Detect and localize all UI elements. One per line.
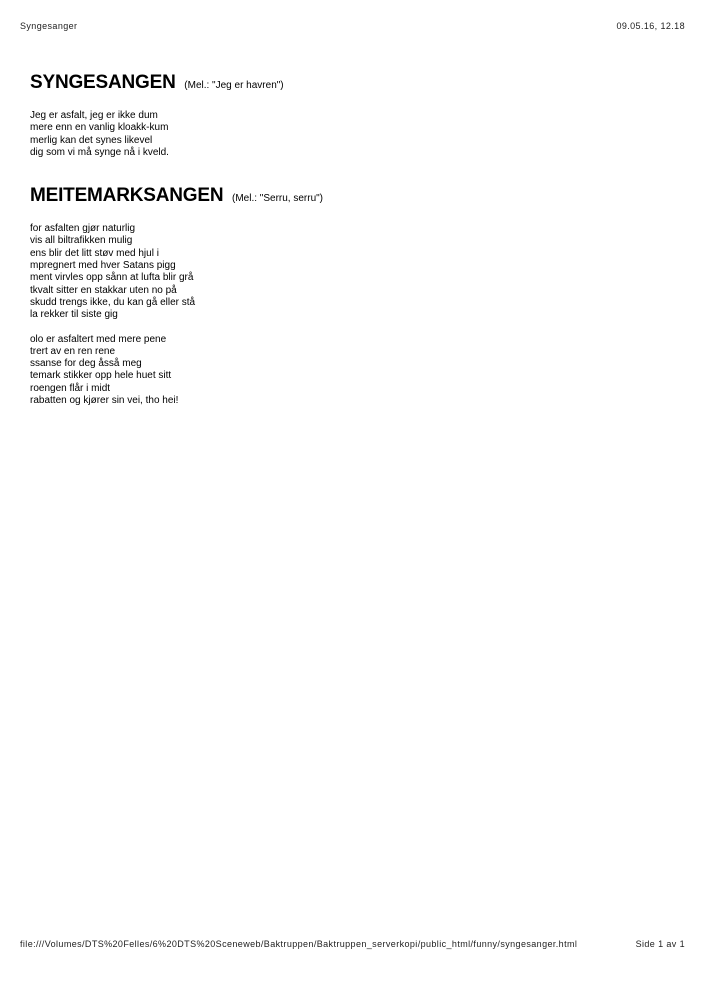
melody-note: (Mel.: "Jeg er havren") <box>184 80 284 91</box>
song-title: MEITEMARKSANGEN <box>30 185 224 207</box>
lyric-line: vis all biltrafikken mulig <box>30 235 133 247</box>
lyric-line: dig som vi må synge nå i kveld. <box>30 146 169 158</box>
song-syngesangen <box>30 70 670 159</box>
lyric-line: merlig kan det synes likevel <box>30 134 153 146</box>
lyric-line: ens blir det litt støv med hjul i <box>30 247 159 259</box>
lyric-line: mpregnert med hver Satans pigg <box>30 260 176 272</box>
page-content <box>30 70 670 407</box>
lyric-line: la rekker til siste gig <box>30 309 118 321</box>
song-meitemarksangen <box>30 183 670 407</box>
stanza <box>30 223 670 321</box>
lyric-line: ssanse for deg åsså meg <box>30 358 142 370</box>
print-datetime: 09.05.16, 12.18 <box>616 21 685 31</box>
file-path: file:///Volumes/DTS%20Felles/6%20DTS%20Sceneweb/Baktruppen/Baktruppen_serverkopi/public_html/funny/syngesanger.html <box>20 939 578 949</box>
lyric-line: ment virvles opp sånn at lufta blir grå <box>30 272 194 284</box>
lyric-line: tkvalt sitter en stakkar uten no på <box>30 284 177 296</box>
lyric-line: skudd trengs ikke, du kan gå eller stå <box>30 296 196 308</box>
print-footer <box>20 939 685 949</box>
stanza <box>30 110 670 159</box>
lyric-line: trert av en ren rene <box>30 345 116 357</box>
song-heading <box>30 70 670 97</box>
page-number: Side 1 av 1 <box>635 939 685 949</box>
print-header <box>20 21 685 31</box>
song-title: SYNGESANGEN <box>30 72 176 93</box>
stanza <box>30 334 670 408</box>
page-title: Syngesanger <box>20 21 78 31</box>
lyric-line: for asfalten gjør naturlig <box>30 223 136 235</box>
lyric-line: Jeg er asfalt, jeg er ikke dum <box>30 110 158 121</box>
lyric-line: olo er asfaltert med mere pene <box>30 333 167 345</box>
lyric-line: roengen flår i midt <box>30 382 111 394</box>
song-heading <box>30 183 670 210</box>
lyric-line: temark stikker opp hele huet sitt <box>30 370 172 382</box>
lyric-line: rabatten og kjører sin vei, tho hei! <box>30 395 179 407</box>
lyric-line: mere enn en vanlig kloakk-kum <box>30 122 169 134</box>
melody-note: (Mel.: "Serru, serru") <box>232 193 324 205</box>
